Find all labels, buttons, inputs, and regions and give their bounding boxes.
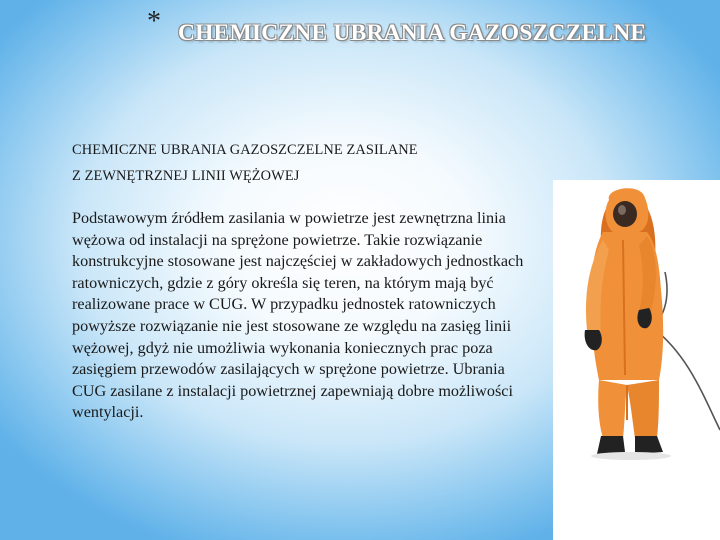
right-glove <box>637 308 651 328</box>
hazmat-suit-photo <box>553 180 720 540</box>
subtitle-line-1: CHEMICZNE UBRANIA GAZOSZCZELNE ZASILANE <box>72 142 418 158</box>
right-boot <box>635 436 663 454</box>
subtitle-line-2: Z ZEWNĘTRZNEJ LINII WĘŻOWEJ <box>72 168 300 184</box>
left-boot <box>597 436 625 454</box>
slide-title: CHEMICZNE UBRANIA GAZOSZCZELNE <box>178 20 647 46</box>
body-paragraph: Podstawowym źródłem zasilania w powietrze jest zewnętrzna linia wężowa od instalacji na sprężone powietrze. Takie rozwiązanie konstrukcyjne stosowane jest najczęściej w zakładowych jednostkach ratowniczych, gdzie z góry określa się teren, na którym mają być realizowane prace w CUG. W przypadku jednostek ratowniczych powyższe rozwiązanie nie jest stosowane ze względu na zasięg linii wężowej, gdyż nie umożliwia wykonania koniecznych prac poza zasięgiem przewodów zasilających w sprężone powietrze. Ubrania CUG zasilane z instalacji powietrznej zapewniają dobre możliwości wentylacji. <box>72 209 524 422</box>
suit-visor <box>613 201 637 227</box>
hazmat-suit-illustration <box>553 180 720 540</box>
title-bullet: * <box>147 6 161 37</box>
subtitle <box>72 137 542 189</box>
left-glove <box>585 330 602 350</box>
